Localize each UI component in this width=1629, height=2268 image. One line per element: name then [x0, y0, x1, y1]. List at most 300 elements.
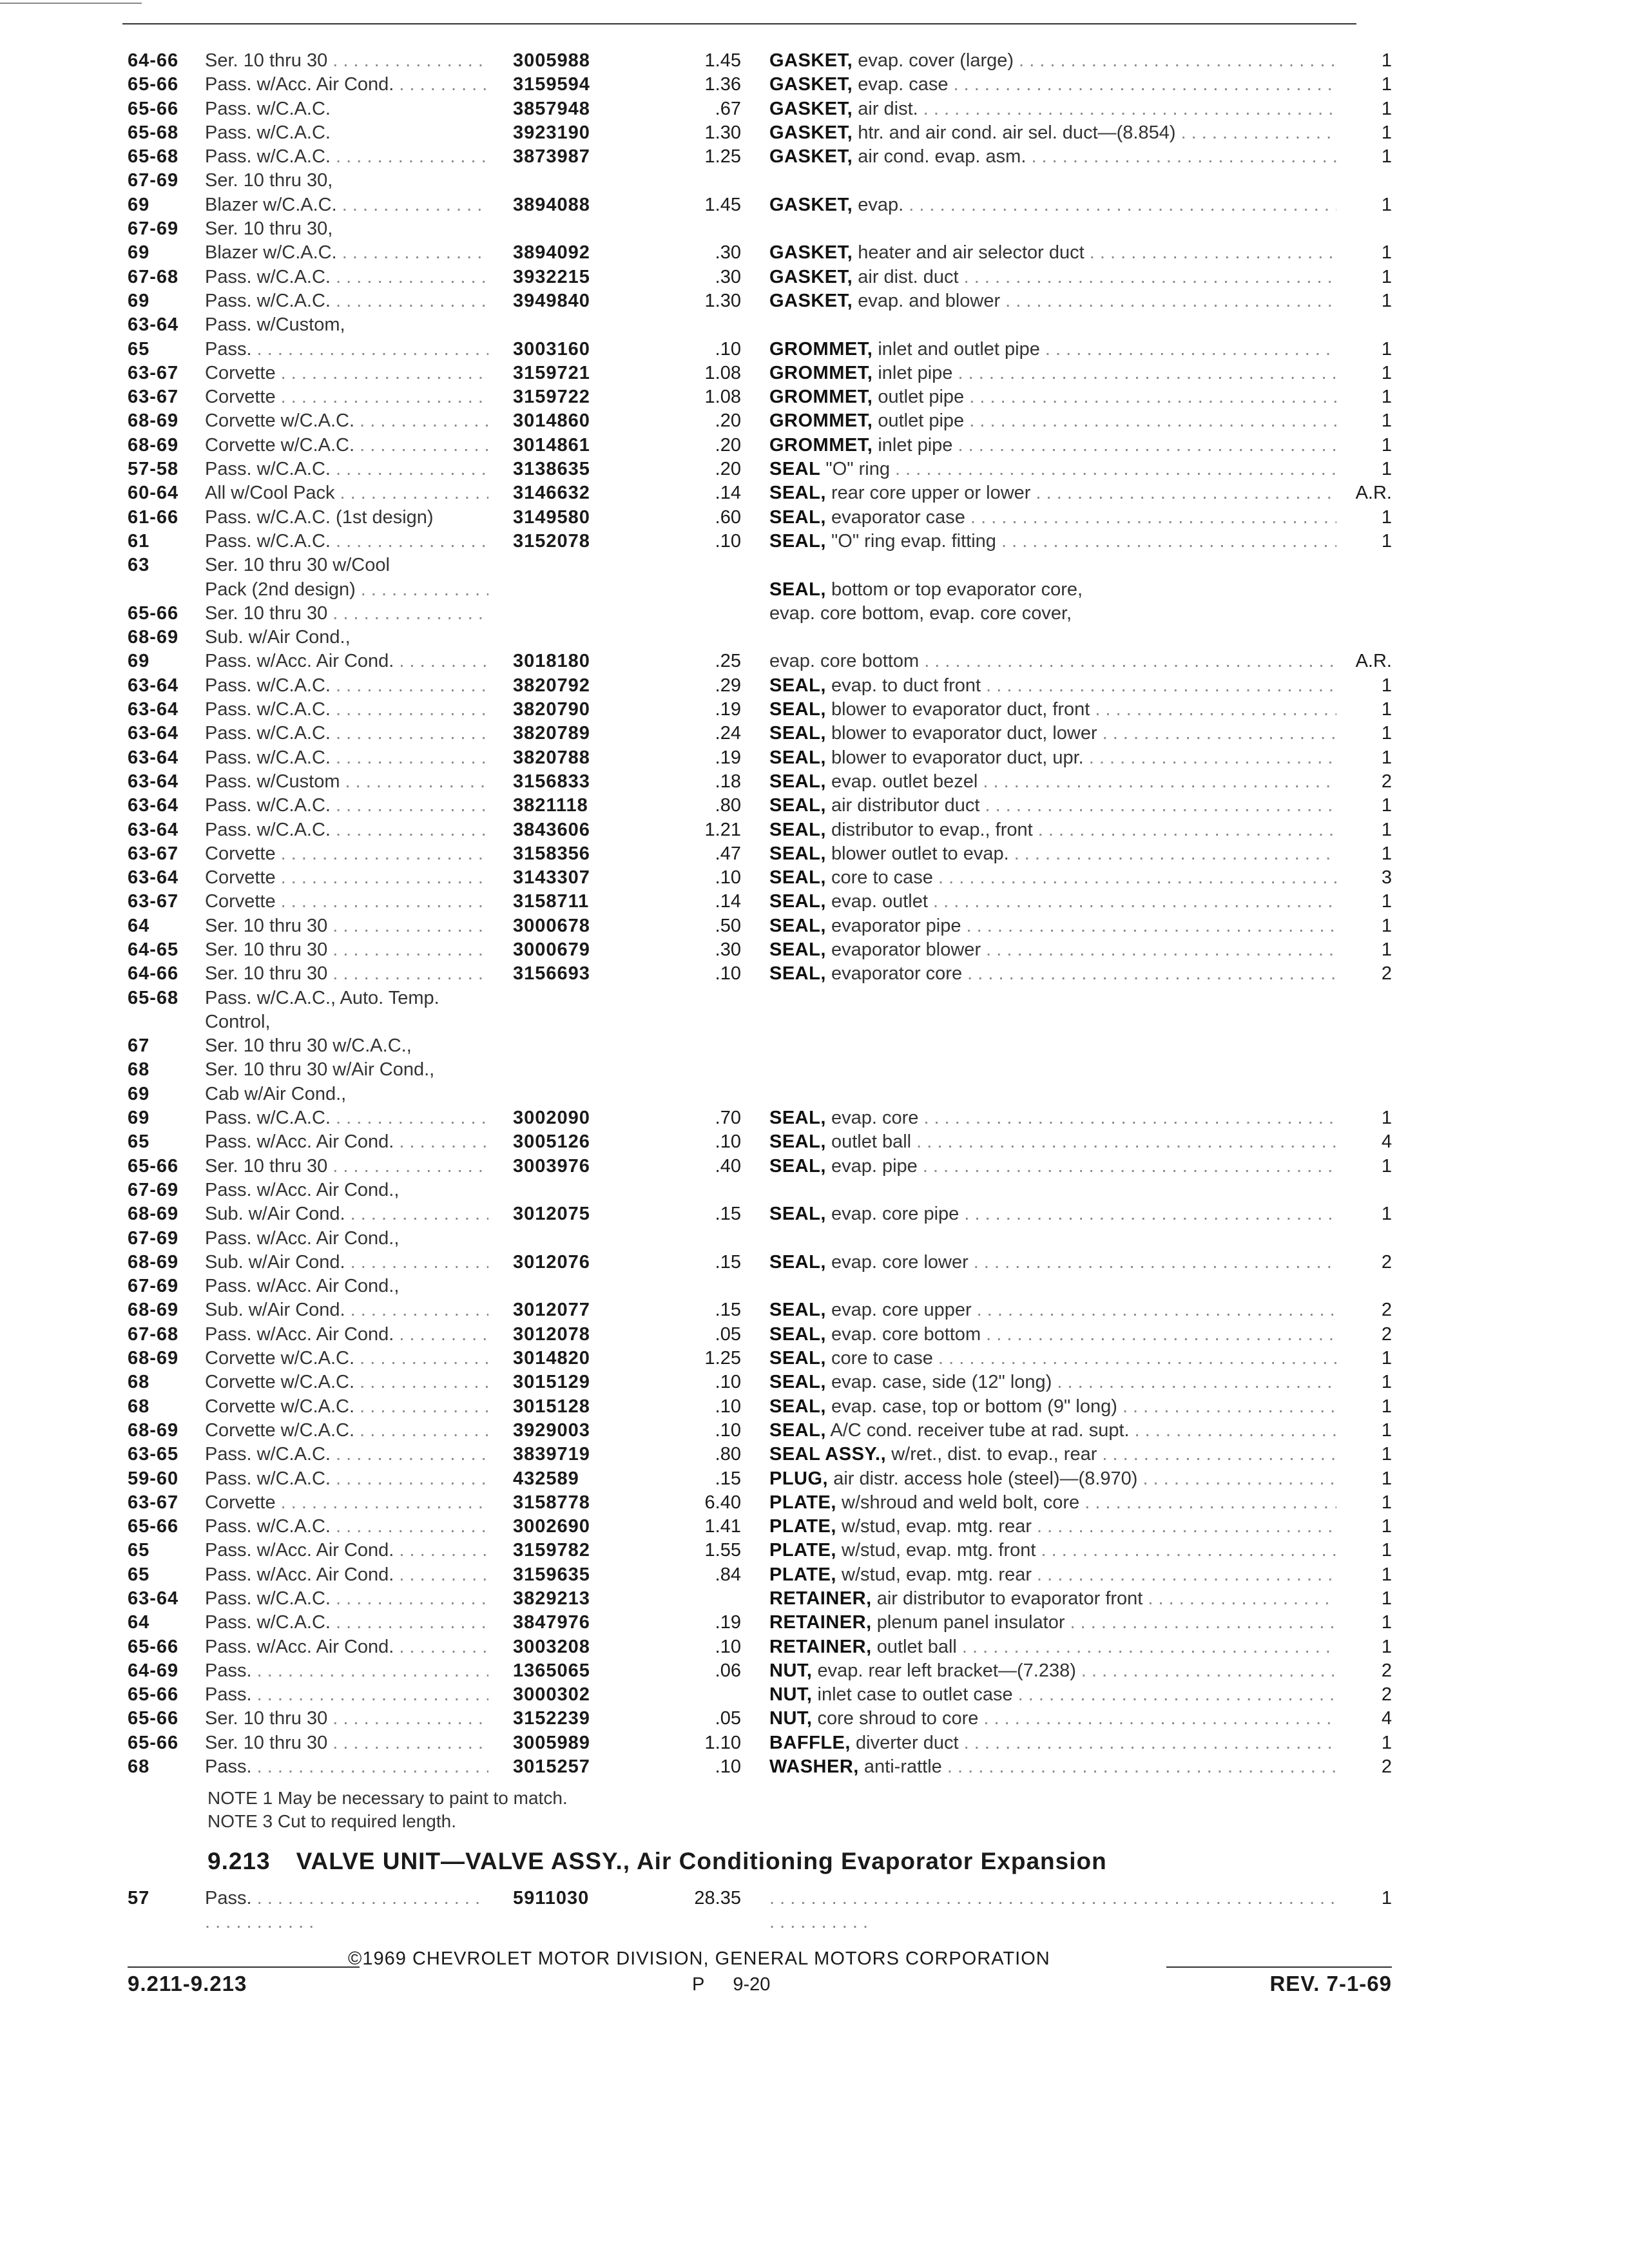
row-application: Blazer w/C.A.C. . . .	[205, 193, 488, 217]
row-part-type: NUT,	[769, 1684, 813, 1706]
row-years: 64-69	[128, 1660, 179, 1681]
row-part-number: 3152239	[513, 1708, 590, 1729]
row-application: Pass. . . .	[205, 1659, 488, 1683]
row-part-type: SEAL ASSY.,	[769, 1444, 887, 1465]
row-years: 61-66	[128, 506, 179, 528]
table-row	[0, 794, 1629, 818]
section-range: 9.211-9.213	[128, 1972, 247, 1995]
row-application: Pass. w/C.A.C. . . .	[205, 1587, 488, 1611]
row-years: 65-66	[128, 1636, 179, 1657]
row-description-text: evap. cover (large)	[858, 50, 1014, 71]
row-application: Cab w/Air Cond.,	[205, 1083, 347, 1104]
row-part-number: 3873987	[513, 146, 590, 168]
row-description	[769, 1587, 1336, 1611]
table-row	[0, 217, 1629, 241]
row-price: .60	[715, 506, 741, 528]
row-quantity: 1	[1381, 1204, 1392, 1225]
row-quantity: 1	[1381, 1612, 1392, 1633]
row-description	[769, 1443, 1336, 1466]
row-years: 65-66	[128, 98, 179, 119]
row-description-text: air distributor to evaporator front	[876, 1588, 1143, 1609]
row-description-text: evap. outlet bezel	[831, 771, 978, 792]
row-part-type: SEAL,	[769, 1204, 826, 1225]
table-row	[0, 1298, 1629, 1322]
row-part-type: SEAL,	[769, 939, 826, 960]
row-description-text: evap. core bottom	[831, 1323, 981, 1345]
row-description-text: evap. core lower	[831, 1251, 969, 1273]
row-application: Pass. w/Custom . . .	[205, 770, 488, 794]
row-part-type: SEAL,	[769, 1251, 826, 1273]
row-quantity: 1	[1381, 1636, 1392, 1657]
row-years: 63-65	[128, 1444, 179, 1465]
row-price: .10	[715, 1396, 741, 1417]
row-part-number: 3014861	[513, 434, 590, 456]
row-application: Pass. w/Acc. Air Cond.,	[205, 1276, 400, 1297]
row-part-number: 3847976	[513, 1612, 590, 1633]
row-application: Pass. w/C.A.C. (1st design)	[205, 506, 434, 528]
row-part-number: 3159635	[513, 1564, 590, 1585]
row-description-text: outlet pipe	[878, 387, 965, 408]
row-application: Corvette w/C.A.C. . . .	[205, 1347, 488, 1370]
row-description	[769, 338, 1336, 361]
row-description-text: evap. core upper	[831, 1300, 972, 1321]
row-part-number: 3894092	[513, 242, 590, 264]
row-description	[769, 1515, 1336, 1539]
row-price: 6.40	[704, 1492, 741, 1513]
row-description	[769, 97, 1336, 121]
table-row	[0, 1563, 1629, 1587]
row-part-type: PLATE,	[769, 1540, 836, 1561]
table-row	[0, 385, 1629, 409]
row-quantity: 1	[1381, 795, 1392, 816]
row-quantity: 2	[1381, 771, 1392, 792]
row-part-type: GASKET,	[769, 194, 853, 215]
row-application: Ser. 10 thru 30 . . .	[205, 914, 488, 938]
row-part-type: NUT,	[769, 1660, 813, 1681]
row-part-number: 3003160	[513, 338, 590, 360]
row-description-text: evap. core pipe	[831, 1204, 959, 1225]
row-part-type: SEAL,	[769, 891, 826, 912]
row-description	[769, 73, 1336, 97]
row-description-text: evaporator pipe	[831, 915, 961, 936]
row-part-number: 3014820	[513, 1348, 590, 1369]
row-description-text: evap. pipe	[831, 1155, 918, 1177]
row-price: .25	[715, 651, 741, 672]
row-application: Pass. w/Acc. Air Cond. . . .	[205, 1635, 488, 1659]
row-description	[769, 674, 1336, 698]
row-description-text: evap. case, side (12" long)	[831, 1372, 1052, 1393]
row-application: Ser. 10 thru 30 . . .	[205, 1155, 488, 1178]
row-application: Ser. 10 thru 30 w/C.A.C.,	[205, 1035, 412, 1057]
row-years: 60-64	[128, 483, 179, 504]
row-years: 69	[128, 1083, 150, 1104]
row-part-type: SEAL,	[769, 483, 826, 504]
row-description	[769, 241, 1336, 265]
row-years: 69	[128, 242, 150, 264]
row-part-number: 3005989	[513, 1732, 590, 1753]
row-part-number: 3839719	[513, 1444, 590, 1465]
table-row	[0, 73, 1629, 97]
row-application: Corvette w/C.A.C. . . .	[205, 409, 488, 433]
row-application: Pass. w/C.A.C. . . .	[205, 722, 488, 745]
row-application: Corvette . . .	[205, 866, 488, 890]
row-years: 65	[128, 1564, 150, 1585]
table-row	[0, 481, 1629, 505]
row-application: Pass. w/Acc. Air Cond. . . .	[205, 1323, 488, 1347]
row-part-number: 3159721	[513, 362, 590, 383]
row-description	[769, 1106, 1336, 1130]
row-part-number: 3932215	[513, 266, 590, 287]
row-description	[769, 938, 1336, 962]
row-description-text: inlet pipe	[878, 362, 953, 383]
section-row	[0, 1887, 1629, 1910]
row-part-number: 3138635	[513, 459, 590, 480]
row-application: Pass. . . .	[205, 1887, 488, 1934]
row-price: .10	[715, 1372, 741, 1393]
row-years: 63-67	[128, 387, 179, 408]
row-application: Corvette w/C.A.C. . . .	[205, 1370, 488, 1394]
row-quantity: 1	[1381, 146, 1392, 168]
row-part-type: RETAINER,	[769, 1612, 872, 1633]
row-description-text: anti-rattle	[863, 1756, 942, 1778]
row-part-type: SEAL,	[769, 1300, 826, 1321]
row-price: .80	[715, 795, 741, 816]
row-part-type: SEAL,	[769, 1155, 826, 1177]
row-years: 68-69	[128, 434, 179, 456]
table-row	[0, 1370, 1629, 1394]
row-application: Ser. 10 thru 30 . . .	[205, 49, 488, 73]
row-description	[769, 770, 1336, 794]
row-description-text: diverter duct	[856, 1732, 959, 1753]
row-part-number: 3018180	[513, 651, 590, 672]
row-description-text: bottom or top evaporator core,	[831, 579, 1083, 600]
row-description	[769, 1298, 1336, 1322]
row-description-text: evaporator case	[831, 506, 965, 528]
row-application: Corvette w/C.A.C. . . .	[205, 1395, 488, 1419]
table-row	[0, 1347, 1629, 1370]
row-years: 61	[128, 530, 150, 552]
row-description-text: htr. and air cond. air sel. duct—(8.854)	[858, 122, 1176, 143]
row-years: 65	[128, 1131, 150, 1153]
row-years: 64-66	[128, 50, 179, 71]
row-quantity: 1	[1381, 1372, 1392, 1393]
row-years: 67-68	[128, 266, 179, 287]
row-application: Pass. w/C.A.C. . . .	[205, 145, 488, 169]
row-application: Sub. w/Air Cond.,	[205, 627, 351, 648]
row-application: Ser. 10 thru 30,	[205, 170, 333, 191]
table-row	[0, 530, 1629, 553]
row-description	[769, 842, 1336, 866]
row-quantity: 1	[1381, 1468, 1392, 1489]
row-description-text: rear core upper or lower	[831, 483, 1031, 504]
row-quantity: 1	[1381, 699, 1392, 720]
row-part-number: 3159722	[513, 387, 590, 408]
row-quantity: 2	[1381, 963, 1392, 985]
row-price: .80	[715, 1444, 741, 1465]
row-part-type: SEAL,	[769, 843, 826, 864]
row-part-number: 3156693	[513, 963, 590, 985]
row-part-number: 3002690	[513, 1516, 590, 1537]
row-part-number: 3000679	[513, 939, 590, 960]
header-rule	[122, 23, 1356, 24]
table-row	[0, 1419, 1629, 1443]
row-part-number: 3015257	[513, 1756, 590, 1778]
row-part-type: SEAL,	[769, 675, 826, 696]
row-description	[769, 385, 1336, 409]
row-description	[769, 890, 1336, 914]
row-price: 1.21	[704, 819, 741, 840]
row-years: 68-69	[128, 1204, 179, 1225]
row-description	[769, 914, 1336, 938]
row-price: .24	[715, 723, 741, 744]
row-description-text: evap. outlet	[831, 891, 928, 912]
row-application: Ser. 10 thru 30 w/Air Cond.,	[205, 1059, 435, 1081]
row-years: 63-64	[128, 747, 179, 768]
table-row	[0, 649, 1629, 673]
row-description	[769, 602, 1336, 626]
row-description	[769, 1755, 1336, 1779]
row-description	[769, 578, 1336, 602]
row-years: 65-68	[128, 146, 179, 168]
row-part-type: GASKET,	[769, 242, 853, 264]
row-quantity: 1	[1381, 74, 1392, 95]
row-price: 1.10	[704, 1732, 741, 1753]
row-description	[769, 145, 1336, 169]
row-description	[769, 1347, 1336, 1370]
row-years: 57-58	[128, 459, 179, 480]
row-description-text: blower to evaporator duct, upr.	[831, 747, 1084, 768]
row-application: Pass. w/Custom,	[205, 314, 345, 336]
row-description	[769, 1659, 1336, 1683]
note-3: NOTE 3 Cut to required length.	[207, 1811, 456, 1831]
page-number: 9-20	[733, 1974, 771, 1995]
row-description-text: evap. rear left bracket—(7.238)	[817, 1660, 1076, 1681]
table-row	[0, 457, 1629, 481]
row-years: 67-69	[128, 1227, 179, 1249]
row-description-text: blower to evaporator duct, lower	[831, 723, 1097, 744]
row-description-text: blower to evaporator duct, front	[831, 699, 1090, 720]
row-price: .20	[715, 410, 741, 432]
row-years: 63-64	[128, 675, 179, 696]
row-part-number: 3005988	[513, 50, 590, 71]
copyright: ©1969 CHEVROLET MOTOR DIVISION, GENERAL MOTORS CORPORATION	[348, 1948, 1050, 1969]
row-years: 57	[128, 1888, 150, 1908]
row-description-text: evap. and blower	[858, 290, 1001, 311]
row-quantity: 1	[1381, 747, 1392, 768]
row-part-type: SEAL,	[769, 1131, 826, 1153]
row-description-text: evap. core	[831, 1108, 919, 1129]
row-part-number: 3015128	[513, 1396, 590, 1417]
row-part-number: 3012075	[513, 1204, 590, 1225]
row-description	[769, 409, 1336, 433]
row-description	[769, 457, 1336, 481]
row-years: 63	[128, 555, 150, 576]
row-years: 63-64	[128, 699, 179, 720]
row-part-number: 3829213	[513, 1588, 590, 1609]
row-part-number: 3014860	[513, 410, 590, 432]
row-part-type: BAFFLE,	[769, 1732, 851, 1753]
row-part-type: GASKET,	[769, 98, 853, 119]
table-row	[0, 313, 1629, 337]
row-price: .15	[715, 1251, 741, 1273]
row-description	[769, 1611, 1336, 1635]
row-description	[769, 1635, 1336, 1659]
row-price: 1.36	[704, 74, 741, 95]
row-quantity: 1	[1381, 459, 1392, 480]
row-price: 1.25	[704, 146, 741, 168]
row-part-type: SEAL	[769, 459, 821, 480]
row-part-number: 3158711	[513, 891, 590, 912]
row-price: .30	[715, 242, 741, 264]
row-part-type: SEAL,	[769, 867, 826, 889]
row-application: Ser. 10 thru 30 . . .	[205, 962, 488, 986]
row-years: 65	[128, 338, 150, 360]
row-description-text: w/stud, evap. mtg. rear	[842, 1564, 1032, 1585]
row-quantity: 2	[1381, 1251, 1392, 1273]
row-price: .50	[715, 915, 741, 936]
row-description-text: distributor to evap., front	[831, 819, 1033, 840]
table-row	[0, 1274, 1629, 1298]
table-row	[0, 1611, 1629, 1635]
row-description-text: inlet pipe	[878, 434, 953, 456]
table-row	[0, 962, 1629, 986]
row-quantity: 1	[1381, 891, 1392, 912]
row-years: 65-66	[128, 1516, 179, 1537]
row-quantity: 1	[1381, 290, 1392, 311]
table-row	[0, 241, 1629, 265]
row-part-type: SEAL,	[769, 963, 826, 985]
row-price: .10	[715, 1419, 741, 1441]
row-years: 67-69	[128, 218, 179, 240]
parts-table	[0, 49, 1629, 1779]
row-description-text: inlet case to outlet case	[817, 1684, 1013, 1706]
row-years: 69	[128, 1108, 150, 1129]
row-part-number: 5911030	[513, 1888, 590, 1908]
row-description	[769, 1683, 1336, 1707]
table-row	[0, 145, 1629, 169]
table-row	[0, 578, 1629, 602]
row-part-type: SEAL,	[769, 747, 826, 768]
row-part-number: 3159782	[513, 1540, 590, 1561]
table-row	[0, 1251, 1629, 1274]
row-description-text: core to case	[831, 867, 933, 889]
row-price: 1.55	[704, 1540, 741, 1561]
row-years: 63-67	[128, 891, 179, 912]
table-row	[0, 1443, 1629, 1466]
row-years: 65-66	[128, 1684, 179, 1706]
row-part-number: 3000302	[513, 1684, 590, 1706]
row-application: Pass. w/C.A.C. . . .	[205, 457, 488, 481]
row-quantity: 4	[1381, 1708, 1392, 1729]
row-years: 64-65	[128, 939, 179, 960]
row-quantity: 2	[1381, 1756, 1392, 1778]
section-heading	[207, 1848, 1107, 1875]
row-part-number: 3820789	[513, 723, 590, 744]
row-description	[769, 1130, 1336, 1154]
row-years: 65	[128, 1540, 150, 1561]
row-part-number: 3923190	[513, 122, 590, 143]
table-row	[0, 1155, 1629, 1178]
row-application: Pass. w/C.A.C. . . .	[205, 698, 488, 722]
table-row	[0, 361, 1629, 385]
page-label	[692, 1974, 770, 1995]
row-description	[769, 1887, 1336, 1934]
row-part-type: PLATE,	[769, 1516, 836, 1537]
row-quantity: 1	[1381, 98, 1392, 119]
table-row	[0, 1323, 1629, 1347]
row-application: Pass. . . .	[205, 338, 488, 361]
row-quantity: 1	[1381, 338, 1392, 360]
row-price: .14	[715, 891, 741, 912]
row-quantity: 1	[1381, 1419, 1392, 1441]
row-part-type: GASKET,	[769, 266, 853, 287]
row-quantity: 1	[1381, 819, 1392, 840]
row-years: 67-68	[128, 1323, 179, 1345]
row-application: Pass. w/C.A.C. . . .	[205, 265, 488, 289]
row-part-type: SEAL,	[769, 723, 826, 744]
revision-date: REV. 7-1-69	[1269, 1972, 1392, 1995]
table-row	[0, 265, 1629, 289]
header-stub-rule	[0, 3, 142, 4]
table-row	[0, 1659, 1629, 1683]
row-application: Pass. w/Acc. Air Cond.,	[205, 1179, 400, 1200]
row-quantity: 1	[1381, 1108, 1392, 1129]
row-quantity: 1	[1381, 1516, 1392, 1537]
row-price: .10	[715, 1636, 741, 1657]
table-row	[0, 1491, 1629, 1515]
row-description-text: A/C cond. receiver tube at rad. supt.	[830, 1419, 1130, 1441]
row-part-number: 3158356	[513, 843, 590, 864]
row-years: 63-64	[128, 723, 179, 744]
row-years: 63-64	[128, 795, 179, 816]
row-application: Pass. w/Acc. Air Cond. . . .	[205, 73, 488, 97]
row-application: Corvette w/C.A.C. . . .	[205, 434, 488, 457]
row-part-type: GASKET,	[769, 122, 853, 143]
row-price: .67	[715, 98, 741, 119]
row-part-type: SEAL,	[769, 771, 826, 792]
row-description-text: w/stud, evap. mtg. rear	[842, 1516, 1032, 1537]
table-row	[0, 914, 1629, 938]
row-years: 63-64	[128, 867, 179, 889]
row-part-number: 3857948	[513, 98, 590, 119]
footer-rule-left	[128, 1966, 360, 1968]
row-quantity: 2	[1381, 1684, 1392, 1706]
row-price: .05	[715, 1708, 741, 1729]
row-part-type: GROMMET,	[769, 362, 873, 383]
row-part-type: SEAL,	[769, 1419, 826, 1441]
row-application: Blazer w/C.A.C. . . .	[205, 241, 488, 265]
row-description-text: outlet ball	[831, 1131, 912, 1153]
table-row	[0, 1731, 1629, 1755]
row-part-number: 3821118	[513, 795, 588, 816]
row-description-text: inlet and outlet pipe	[878, 338, 1040, 360]
table-row	[0, 1058, 1629, 1082]
row-description-text: air dist.	[858, 98, 918, 119]
row-quantity: 1	[1381, 1588, 1392, 1609]
row-quantity: 1	[1381, 1888, 1392, 1908]
row-application: Pack (2nd design) . . .	[205, 578, 488, 602]
row-description	[769, 1370, 1336, 1394]
row-price: .15	[715, 1204, 741, 1225]
row-description-text: evap. case, top or bottom (9" long)	[831, 1396, 1117, 1417]
table-row	[0, 1587, 1629, 1611]
row-price: .14	[715, 483, 741, 504]
row-part-number: 3003208	[513, 1636, 590, 1657]
table-row	[0, 1082, 1629, 1106]
row-part-type: RETAINER,	[769, 1588, 872, 1609]
row-years: 63-67	[128, 843, 179, 864]
row-description-text: "O" ring	[825, 459, 890, 480]
